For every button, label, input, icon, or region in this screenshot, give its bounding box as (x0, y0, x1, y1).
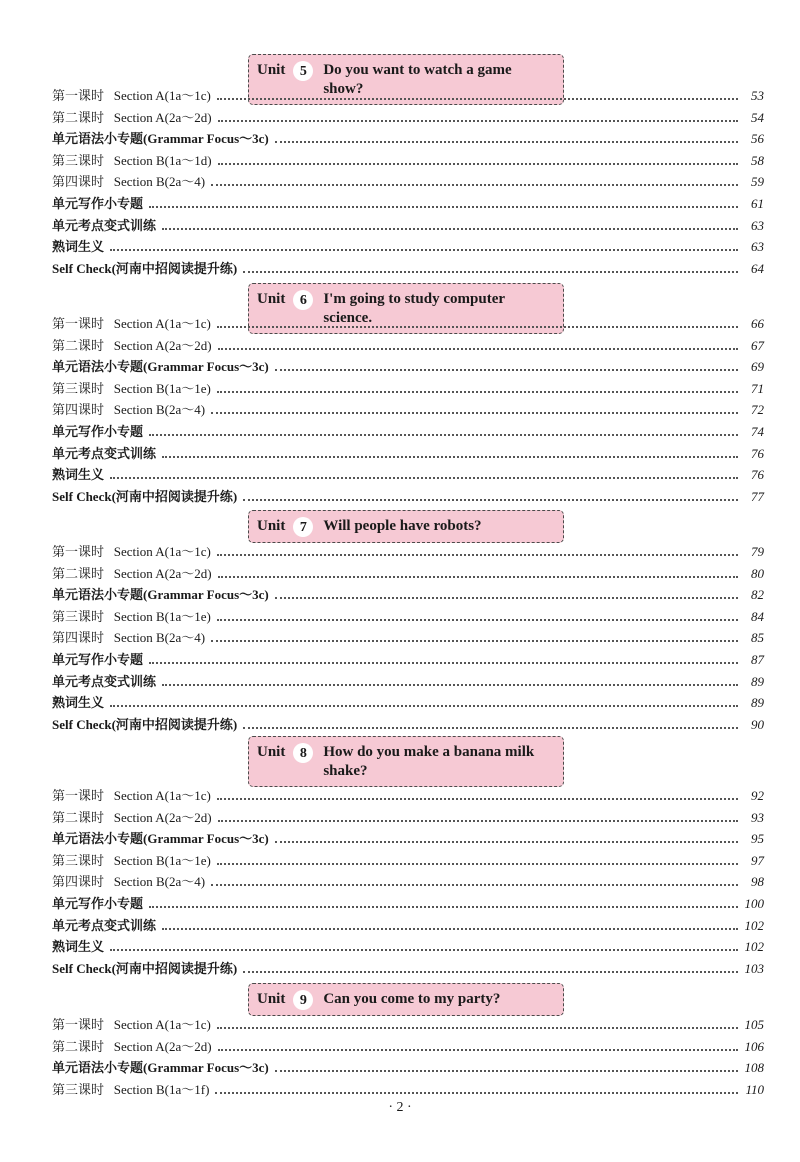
dot-leader (218, 1049, 738, 1051)
toc-entry-label: 第四课时 Section B(2a～4) (52, 630, 206, 646)
toc-entry-label: 第三课时 Section B(1a～1f) (52, 1081, 210, 1097)
dot-leader (211, 640, 738, 642)
toc-entry-label: Self Check(河南中招阅读提升练) (52, 716, 238, 732)
dot-leader (243, 727, 738, 729)
toc-entry-label: 单元写作小专题 (52, 896, 144, 911)
toc-entry[interactable] (52, 127, 764, 147)
dot-leader (162, 684, 738, 686)
dot-leader (275, 1070, 738, 1072)
dot-leader (110, 249, 738, 251)
toc-entry-page: 110 (745, 1081, 764, 1097)
unit-title: Will people have robots? (323, 518, 482, 534)
toc-entry[interactable] (52, 648, 764, 668)
toc-entry-page: 54 (751, 109, 764, 125)
toc-entry[interactable] (52, 870, 764, 890)
toc-entry[interactable] (52, 442, 764, 462)
toc-entry[interactable] (52, 485, 764, 505)
toc-entry-page: 69 (751, 359, 764, 375)
toc-entry-label: 第四课时 Section B(2a～4) (52, 874, 206, 890)
toc-entry-label: 第三课时 Section B(1a～1e) (52, 608, 211, 624)
dot-leader (217, 391, 738, 393)
toc-entry[interactable] (52, 957, 764, 977)
dot-leader (110, 477, 738, 479)
dot-leader (217, 554, 738, 556)
dot-leader (211, 184, 738, 186)
toc-entry-label: 单元写作小专题 (52, 424, 144, 439)
toc-entry-page: 67 (751, 337, 764, 353)
dot-leader (211, 884, 738, 886)
toc-entry[interactable] (52, 1035, 764, 1055)
toc-entry[interactable] (52, 1078, 764, 1098)
toc-entry[interactable] (52, 84, 764, 104)
toc-entry[interactable] (52, 605, 764, 625)
toc-entry-page: 89 (751, 695, 764, 711)
toc-entry-label: 第四课时 Section B(2a～4) (52, 174, 206, 190)
toc-entry[interactable] (52, 1013, 764, 1033)
toc-entry-label: 第一课时 Section A(1a～1c) (52, 88, 211, 103)
toc-entry-label: 熟词生义 (52, 467, 105, 483)
toc-entry[interactable] (52, 784, 764, 804)
toc-entry-label: Self Check(河南中招阅读提升练) (52, 488, 238, 504)
dot-leader (243, 499, 738, 501)
toc-entry[interactable] (52, 626, 764, 646)
dot-leader (217, 326, 738, 328)
toc-entry[interactable] (52, 312, 764, 332)
dot-leader (215, 1092, 738, 1094)
toc-entry-page: 79 (751, 544, 764, 559)
unit-title: Do you want to watch a game show? (323, 62, 512, 97)
toc-entry-page: 87 (751, 652, 764, 667)
toc-entry-page: 59 (751, 174, 764, 190)
dot-leader (217, 619, 738, 621)
toc-entry-label: 第三课时 Section B(1a～1e) (52, 852, 211, 868)
toc-entry-page: 82 (751, 587, 764, 603)
toc-entry-label: 第二课时 Section A(2a～2d) (52, 337, 212, 353)
unit-word: Unit (257, 62, 286, 78)
toc-entry-label: 单元语法小专题(Grammar Focus～3c) (52, 131, 269, 147)
toc-entry-page: 63 (751, 239, 764, 255)
toc-entry[interactable] (52, 935, 764, 955)
dot-leader (243, 271, 738, 273)
toc-entry-page: 105 (744, 1017, 764, 1032)
unit-number: 8 (293, 743, 313, 763)
toc-entry[interactable] (52, 149, 764, 169)
unit-header (248, 736, 564, 787)
toc-entry-label: 第一课时 Section A(1a～1c) (52, 1017, 211, 1032)
dot-leader (275, 141, 738, 143)
toc-entry[interactable] (52, 355, 764, 375)
dot-leader (275, 841, 738, 843)
toc-entry[interactable] (52, 420, 764, 440)
toc-entry-page: 98 (751, 874, 764, 890)
dot-leader (110, 949, 738, 951)
toc-entry-page: 95 (751, 831, 764, 847)
dot-leader (218, 348, 738, 350)
toc-entry-label: 单元考点变式训练 (52, 217, 157, 233)
toc-entry-page: 56 (751, 131, 764, 147)
toc-entry-page: 102 (744, 917, 764, 933)
toc-entry[interactable] (52, 398, 764, 418)
toc-entry-label: 单元语法小专题(Grammar Focus～3c) (52, 831, 269, 847)
toc-entry-label: 单元考点变式训练 (52, 673, 157, 689)
toc-entry-label: 熟词生义 (52, 239, 105, 255)
unit-word: Unit (257, 991, 286, 1007)
toc-entry-label: 第一课时 Section A(1a～1c) (52, 788, 211, 803)
toc-entry-page: 100 (744, 896, 764, 911)
dot-leader (162, 228, 738, 230)
dot-leader (110, 705, 738, 707)
toc-entry-label: 第四课时 Section B(2a～4) (52, 402, 206, 418)
toc-entry-label: 单元考点变式训练 (52, 445, 157, 461)
dot-leader (218, 163, 738, 165)
dot-leader (217, 798, 738, 800)
toc-entry-label: 单元语法小专题(Grammar Focus～3c) (52, 587, 269, 603)
toc-entry[interactable] (52, 377, 764, 397)
unit-title: How do you make a banana milk shake? (323, 744, 535, 779)
toc-entry[interactable] (52, 562, 764, 582)
dot-leader (149, 434, 738, 436)
toc-entry-label: 第二课时 Section A(2a～2d) (52, 809, 212, 825)
toc-entry-label: 第三课时 Section B(1a～1d) (52, 152, 212, 168)
toc-entry-page: 80 (751, 565, 764, 581)
page-number: · 2 · (388, 1100, 412, 1115)
unit-word: Unit (257, 744, 286, 760)
toc-entry[interactable] (52, 914, 764, 934)
dot-leader (218, 820, 738, 822)
toc-entry-label: 第二课时 Section A(2a～2d) (52, 1038, 212, 1054)
toc-entry-label: 第一课时 Section A(1a～1c) (52, 544, 211, 559)
toc-entry[interactable] (52, 192, 764, 212)
toc-entry-page: 72 (751, 402, 764, 418)
toc-entry-page: 76 (751, 445, 764, 461)
toc-entry-label: 熟词生义 (52, 939, 105, 955)
unit-number: 6 (293, 290, 313, 310)
toc-entry-page: 93 (751, 809, 764, 825)
toc-entry-label: 熟词生义 (52, 695, 105, 711)
unit-title: I'm going to study computer science. (323, 291, 505, 326)
toc-entry[interactable] (52, 257, 764, 277)
toc-entry-page: 64 (751, 260, 764, 276)
toc-entry-page: 97 (751, 852, 764, 868)
toc-entry-page: 61 (751, 196, 764, 211)
toc-entry-label: 第二课时 Section A(2a～2d) (52, 109, 212, 125)
toc-entry-label: 单元写作小专题 (52, 196, 144, 211)
toc-entry-label: 第一课时 Section A(1a～1c) (52, 316, 211, 331)
toc-entry-label: 第三课时 Section B(1a～1e) (52, 380, 211, 396)
dot-leader (217, 98, 738, 100)
dot-leader (217, 863, 738, 865)
toc-entry[interactable] (52, 806, 764, 826)
dot-leader (162, 928, 738, 930)
toc-entry-page: 90 (751, 716, 764, 732)
toc-entry-page: 84 (751, 608, 764, 624)
toc-entry-page: 63 (751, 217, 764, 233)
toc-entry-page: 76 (751, 467, 764, 483)
toc-entry-page: 106 (744, 1038, 764, 1054)
toc-entry-page: 77 (751, 488, 764, 504)
dot-leader (149, 906, 738, 908)
toc-entry-page: 74 (751, 424, 764, 439)
toc-entry[interactable] (52, 334, 764, 354)
toc-entry[interactable] (52, 713, 764, 733)
toc-entry[interactable] (52, 691, 764, 711)
toc-entry-label: Self Check(河南中招阅读提升练) (52, 960, 238, 976)
toc-entry[interactable] (52, 827, 764, 847)
toc-entry[interactable] (52, 892, 764, 912)
dot-leader (275, 369, 738, 371)
dot-leader (149, 206, 738, 208)
dot-leader (243, 971, 738, 973)
toc-entry-label: 单元语法小专题(Grammar Focus～3c) (52, 359, 269, 375)
toc-entry-page: 92 (751, 788, 764, 803)
toc-entry[interactable] (52, 235, 764, 255)
toc-entry-page: 89 (751, 673, 764, 689)
dot-leader (218, 576, 738, 578)
toc-entry-label: 单元语法小专题(Grammar Focus～3c) (52, 1060, 269, 1076)
toc-entry-page: 102 (744, 939, 764, 955)
dot-leader (275, 597, 738, 599)
toc-entry[interactable] (52, 849, 764, 869)
unit-header (248, 510, 564, 543)
toc-entry-label: 单元写作小专题 (52, 652, 144, 667)
unit-number: 7 (293, 517, 313, 537)
dot-leader (149, 662, 738, 664)
toc-entry[interactable] (52, 170, 764, 190)
toc-entry[interactable] (52, 106, 764, 126)
toc-entry-label: 第二课时 Section A(2a～2d) (52, 565, 212, 581)
toc-entry[interactable] (52, 670, 764, 690)
toc-entry-page: 66 (751, 316, 764, 331)
toc-entry-label: 单元考点变式训练 (52, 917, 157, 933)
toc-entry-page: 103 (744, 960, 764, 976)
dot-leader (218, 120, 738, 122)
toc-entry-page: 108 (744, 1060, 764, 1076)
toc-entry[interactable] (52, 463, 764, 483)
toc-entry[interactable] (52, 540, 764, 560)
toc-entry-page: 71 (751, 380, 764, 396)
dot-leader (211, 412, 738, 414)
toc-entry-page: 58 (751, 152, 764, 168)
unit-word: Unit (257, 291, 286, 307)
toc-entry[interactable] (52, 1056, 764, 1076)
toc-entry[interactable] (52, 214, 764, 234)
unit-number: 9 (293, 990, 313, 1010)
dot-leader (217, 1027, 738, 1029)
toc-entry-page: 53 (751, 88, 764, 103)
unit-word: Unit (257, 518, 286, 534)
toc-entry[interactable] (52, 583, 764, 603)
unit-number: 5 (293, 61, 313, 81)
unit-title: Can you come to my party? (323, 991, 501, 1007)
unit-header (248, 983, 564, 1016)
toc-entry-page: 85 (751, 630, 764, 646)
toc-entry-label: Self Check(河南中招阅读提升练) (52, 260, 238, 276)
dot-leader (162, 456, 738, 458)
